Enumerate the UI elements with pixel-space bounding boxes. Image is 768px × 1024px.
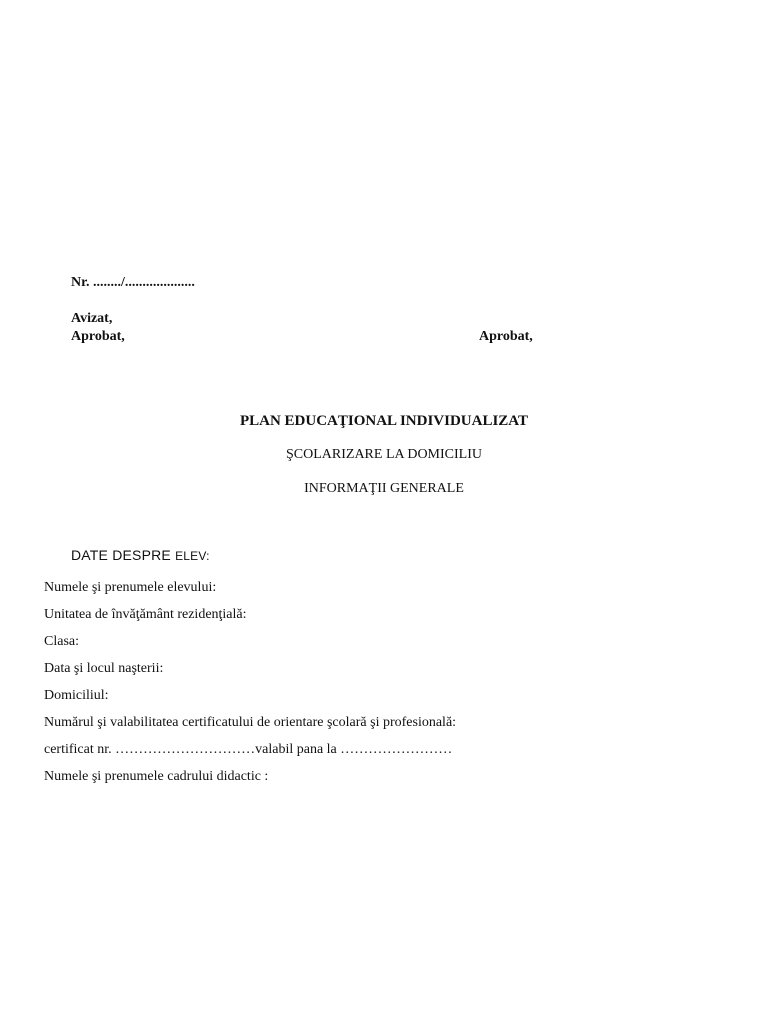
field-student-name: Numele şi prenumele elevului: bbox=[44, 580, 217, 595]
document-subtitle-schooling: ŞCOLARIZARE LA DOMICILIU bbox=[286, 447, 482, 462]
field-certificate-validity: Numărul şi valabilitatea certificatului de orientare şcolară şi profesională: bbox=[44, 715, 457, 730]
document-number: Nr. ......../.................... bbox=[71, 275, 195, 290]
field-birth-date-place: Data şi locul naşterii: bbox=[44, 661, 164, 676]
section-heading-student-data bbox=[71, 547, 210, 563]
field-teacher-name: Numele şi prenumele cadrului didactic : bbox=[44, 769, 269, 784]
field-residential-school: Unitatea de învăţământ rezidenţială: bbox=[44, 607, 247, 622]
document-subtitle-general-info: INFORMAŢII GENERALE bbox=[304, 481, 464, 496]
field-certificate-number: certificat nr. …………………………valabil pana la …………………… bbox=[44, 742, 453, 757]
aprobat-left-label: Aprobat, bbox=[71, 329, 125, 344]
aprobat-right-label: Aprobat, bbox=[479, 329, 533, 344]
avizat-label: Avizat, bbox=[71, 311, 113, 326]
section-heading-small: ELEV: bbox=[175, 549, 210, 563]
field-class: Clasa: bbox=[44, 634, 79, 649]
field-domicile: Domiciliul: bbox=[44, 688, 109, 703]
section-heading-main: DATE DESPRE bbox=[71, 547, 176, 563]
document-title: PLAN EDUCAŢIONAL INDIVIDUALIZAT bbox=[239, 413, 529, 429]
student-fields-list bbox=[44, 578, 456, 794]
